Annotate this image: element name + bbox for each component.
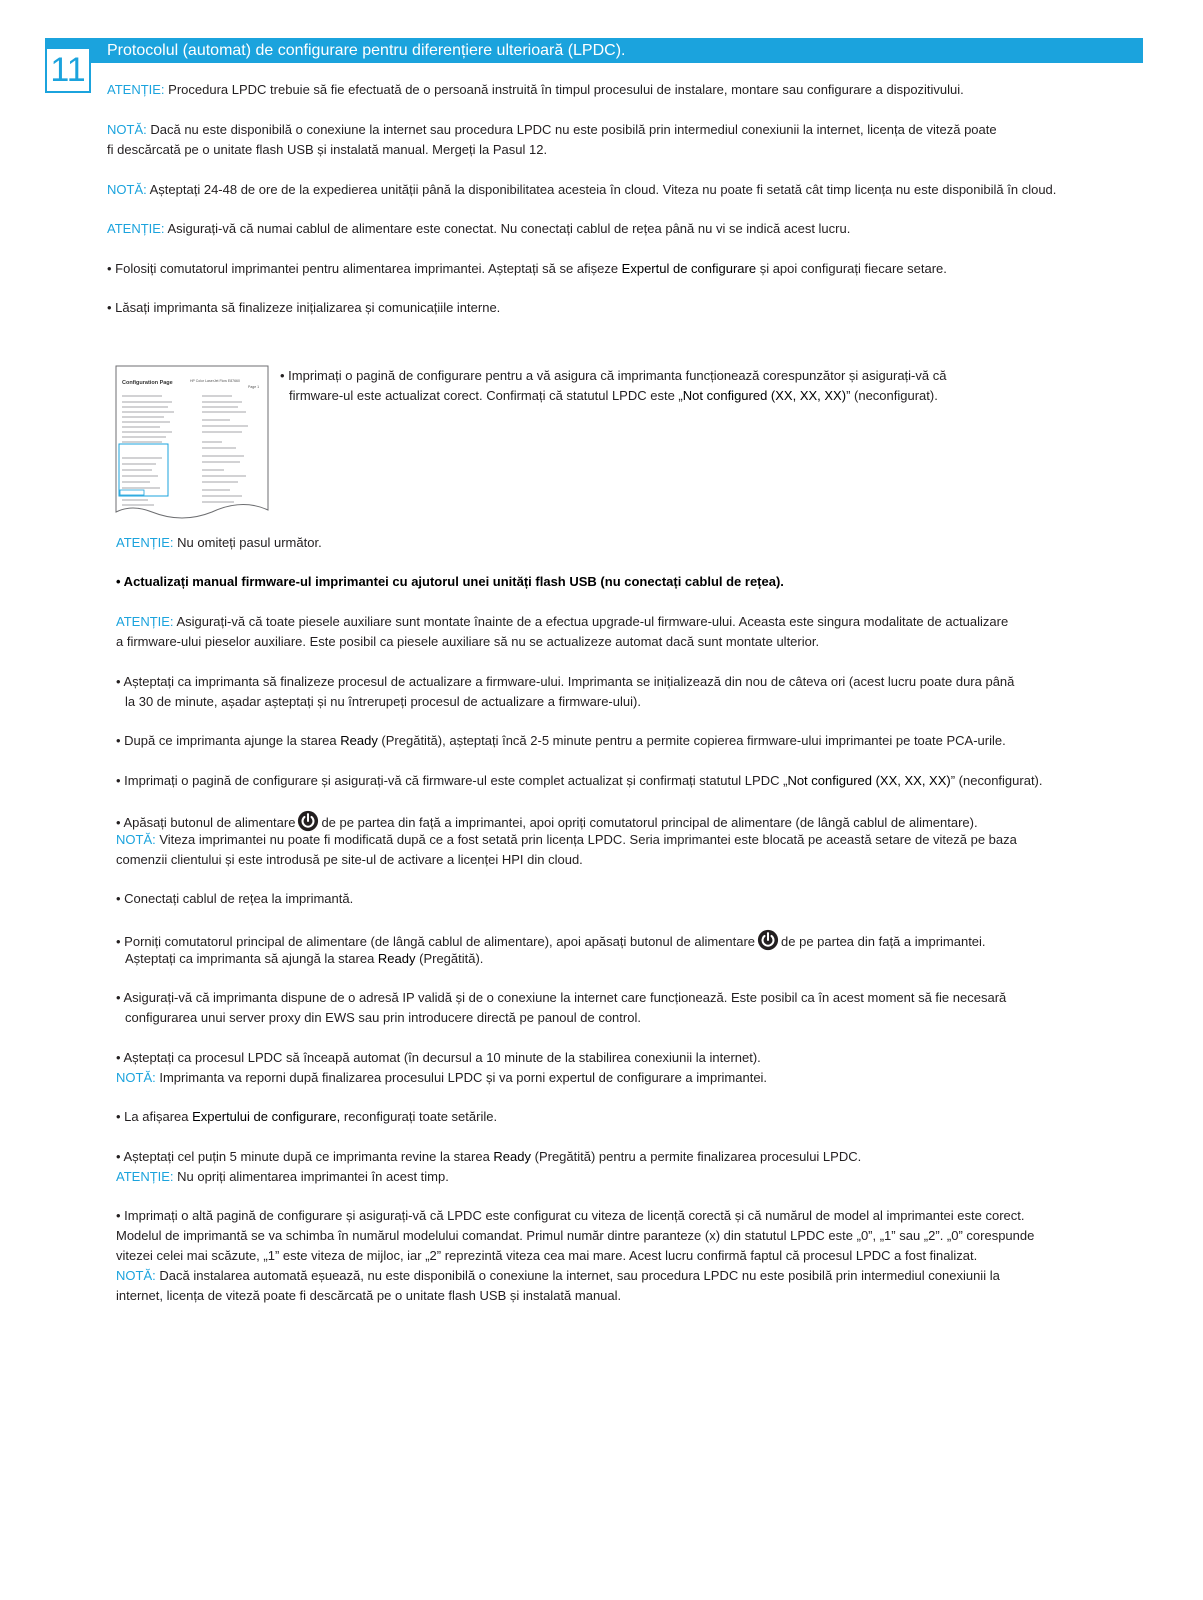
bullet-power-on-again: • Porniți comutatorul principal de alimentare (de lângă cablul de alimentare), apoi apăsați butonul de alimentare de pe partea din față a imprimantei. xyxy=(116,929,986,952)
caution-label: ATENȚIE: xyxy=(116,1169,174,1184)
bullet-reconfigure: • La afișarea Expertului de configurare, reconfigurați toate setările. xyxy=(116,1109,498,1124)
bullet-print-config: • Imprimați o pagină de configurare pentru a vă asigura că imprimanta funcționează corespunzător și asigurați-vă că xyxy=(280,368,947,383)
bullet-final-config-line2: Modelul de imprimantă se va schimba în numărul modelului comandat. Primul număr dintre paranteze (x) din statutul LPDC este „0”, „1” sau „2”. „0” corespunde xyxy=(116,1228,1035,1243)
note-no-internet-line2: fi descărcată pe o unitate flash USB și instalată manual. Mergeți la Pasul 12. xyxy=(107,142,548,157)
bullet-initialize: • Lăsați imprimanta să finalizeze inițializarea și comunicațiile interne. xyxy=(107,300,501,315)
step-number: 11 xyxy=(45,47,91,93)
caution-label: ATENȚIE: xyxy=(116,614,174,629)
bullet-power-on: • Folosiți comutatorul imprimantei pentru alimentarea imprimantei. Așteptați să se afișeze Expertul de configurare și apoi configurați fiecare setare. xyxy=(107,261,947,276)
power-button-icon xyxy=(297,810,319,832)
bullet-wait-ready: • Așteptați cel puțin 5 minute după ce imprimanta revine la starea Ready (Pregătită) pentru a permite finalizarea procesului LPDC. xyxy=(116,1149,862,1164)
step-title: Protocolul (automat) de configurare pentru diferențiere ulterioară (LPDC). xyxy=(107,42,626,59)
caution-procedure: ATENȚIE: Procedura LPDC trebuie să fie efectuată de o persoană instruită în timpul procesului de instalare, montare sau configurare a dispozitivului. xyxy=(107,82,964,97)
bullet-wait-firmware-line2: la 30 de minute, așadar așteptați și nu întrerupeți procesul de actualizare a firmware-ului). xyxy=(125,694,641,709)
bullet-print-config-line2: firmware-ul este actualizat corect. Confirmați că statutul LPDC este „Not configured (XX, XX, XX)” (neconfigurat). xyxy=(289,388,938,403)
note-auto-fail: NOTĂ: Dacă instalarea automată eșuează, nu este disponibilă o conexiune la internet, sau procedura LPDC nu este posibilă prin intermediul conexiunii la xyxy=(116,1268,1000,1283)
caution-label: ATENȚIE: xyxy=(116,535,174,550)
note-speed-locked: NOTĂ: Viteza imprimantei nu poate fi modificată după ce a fost setată prin licența LPDC. Seria imprimantei este blocată pe această setare de viteză pe baza xyxy=(116,832,1017,847)
note-label: NOTĂ: xyxy=(116,1268,156,1283)
note-auto-fail-line2: internet, licența de viteză poate fi descărcată pe o unitate flash USB și instalată manual. xyxy=(116,1288,622,1303)
caution-accessories: ATENȚIE: Asigurați-vă că toate piesele auxiliare sunt montate înainte de a efectua upgrade-ul firmware-ului. Aceasta este singura modalitate de actualizare xyxy=(116,614,1009,629)
note-cloud-wait: NOTĂ: Așteptați 24-48 de ore de la expedierea unității până la disponibilitatea acesteia în cloud. Viteza nu poate fi setată cât timp licența nu este disponibilă în cloud. xyxy=(107,182,1057,197)
bullet-check-ip-line2: configurarea unui server proxy din EWS sau prin introducere directă pe panoul de control. xyxy=(125,1010,641,1025)
thumb-page: Page 1 xyxy=(248,385,260,389)
bullet-connect-network: • Conectați cablul de rețea la imprimantă. xyxy=(116,891,354,906)
bullet-wait-lpdc: • Așteptați ca procesul LPDC să înceapă automat (în decursul a 10 minute de la stabilirea conexiunii la internet). xyxy=(116,1050,761,1065)
note-label: NOTĂ: xyxy=(107,122,147,137)
note-reboot: NOTĂ: Imprimanta va reporni după finalizarea procesului LPDC și va porni expertul de configurare a imprimantei. xyxy=(116,1070,768,1085)
caution-accessories-line2: a firmware-ului pieselor auxiliare. Este posibil ca piesele auxiliare să nu se actualizeze automat dacă sunt montate ulterior. xyxy=(116,634,820,649)
bullet-power-on-again-line2: Așteptați ca imprimanta să ajungă la starea Ready (Pregătită). xyxy=(125,951,484,966)
caution-label: ATENȚIE: xyxy=(107,82,165,97)
note-speed-locked-line2: comenzii clientului și este introdusă pe site-ul de activare a licenței HPI din cloud. xyxy=(116,852,583,867)
power-button-icon xyxy=(757,929,779,951)
thumb-title: Configuration Page xyxy=(122,380,173,386)
bullet-wait-firmware: • Așteptați ca imprimanta să finalizeze procesul de actualizare a firmware-ului. Imprimanta se inițializează din nou de câteva ori (acest lucru poate dura până xyxy=(116,674,1015,689)
bullet-ready-wait: • După ce imprimanta ajunge la starea Ready (Pregătită), așteptați încă 2-5 minute pentru a permite copierea firmware-ului imprimantei pe toate PCA-urile. xyxy=(116,733,1006,748)
note-label: NOTĂ: xyxy=(116,832,156,847)
thumb-model: HP Color LaserJet Flow E87660 xyxy=(190,379,240,383)
note-label: NOTĂ: xyxy=(107,182,147,197)
configuration-page-illustration xyxy=(112,362,272,524)
bullet-usb-update: • Actualizați manual firmware-ul imprimantei cu ajutorul unei unități flash USB (nu conectați cablul de rețea). xyxy=(116,574,784,589)
caution-do-not-power-off: ATENȚIE: Nu opriți alimentarea imprimantei în acest timp. xyxy=(116,1169,449,1184)
caution-power-cable: ATENȚIE: Asigurați-vă că numai cablul de alimentare este conectat. Nu conectați cablul de rețea până nu vi se indică acest lucru. xyxy=(107,221,851,236)
bullet-power-off: • Apăsați butonul de alimentare de pe partea din față a imprimantei, apoi opriți comutatorul principal de alimentare (de lângă cablul de alimentare). xyxy=(116,810,978,833)
bullet-check-ip: • Asigurați-vă că imprimanta dispune de o adresă IP validă și de o conexiune la internet care funcționează. Este posibil ca în acest moment să fie necesară xyxy=(116,990,1007,1005)
bullet-final-config: • Imprimați o altă pagină de configurare și asigurați-vă că LPDC este configurat cu viteza de licență corectă și că numărul de model al imprimantei este corect. xyxy=(116,1208,1025,1223)
note-no-internet: NOTĂ: Dacă nu este disponibilă o conexiune la internet sau procedura LPDC nu este posibilă prin intermediul conexiunii la internet, licența de viteză poate xyxy=(107,122,997,137)
caution-label: ATENȚIE: xyxy=(107,221,165,236)
caution-do-not-skip: ATENȚIE: Nu omiteți pasul următor. xyxy=(116,535,322,550)
bullet-final-config-line3: vitezei celei mai scăzute, „1” este viteza de mijloc, iar „2” reprezintă viteza cea mai mare. Acest lucru confirmă faptul că procesul LPDC a fost finalizat. xyxy=(116,1248,978,1263)
note-label: NOTĂ: xyxy=(116,1070,156,1085)
bullet-print-config-again: • Imprimați o pagină de configurare și asigurați-vă că firmware-ul este complet actualizat și confirmați statutul LPDC „Not configured (XX, XX, XX)” (neconfigurat). xyxy=(116,773,1043,788)
